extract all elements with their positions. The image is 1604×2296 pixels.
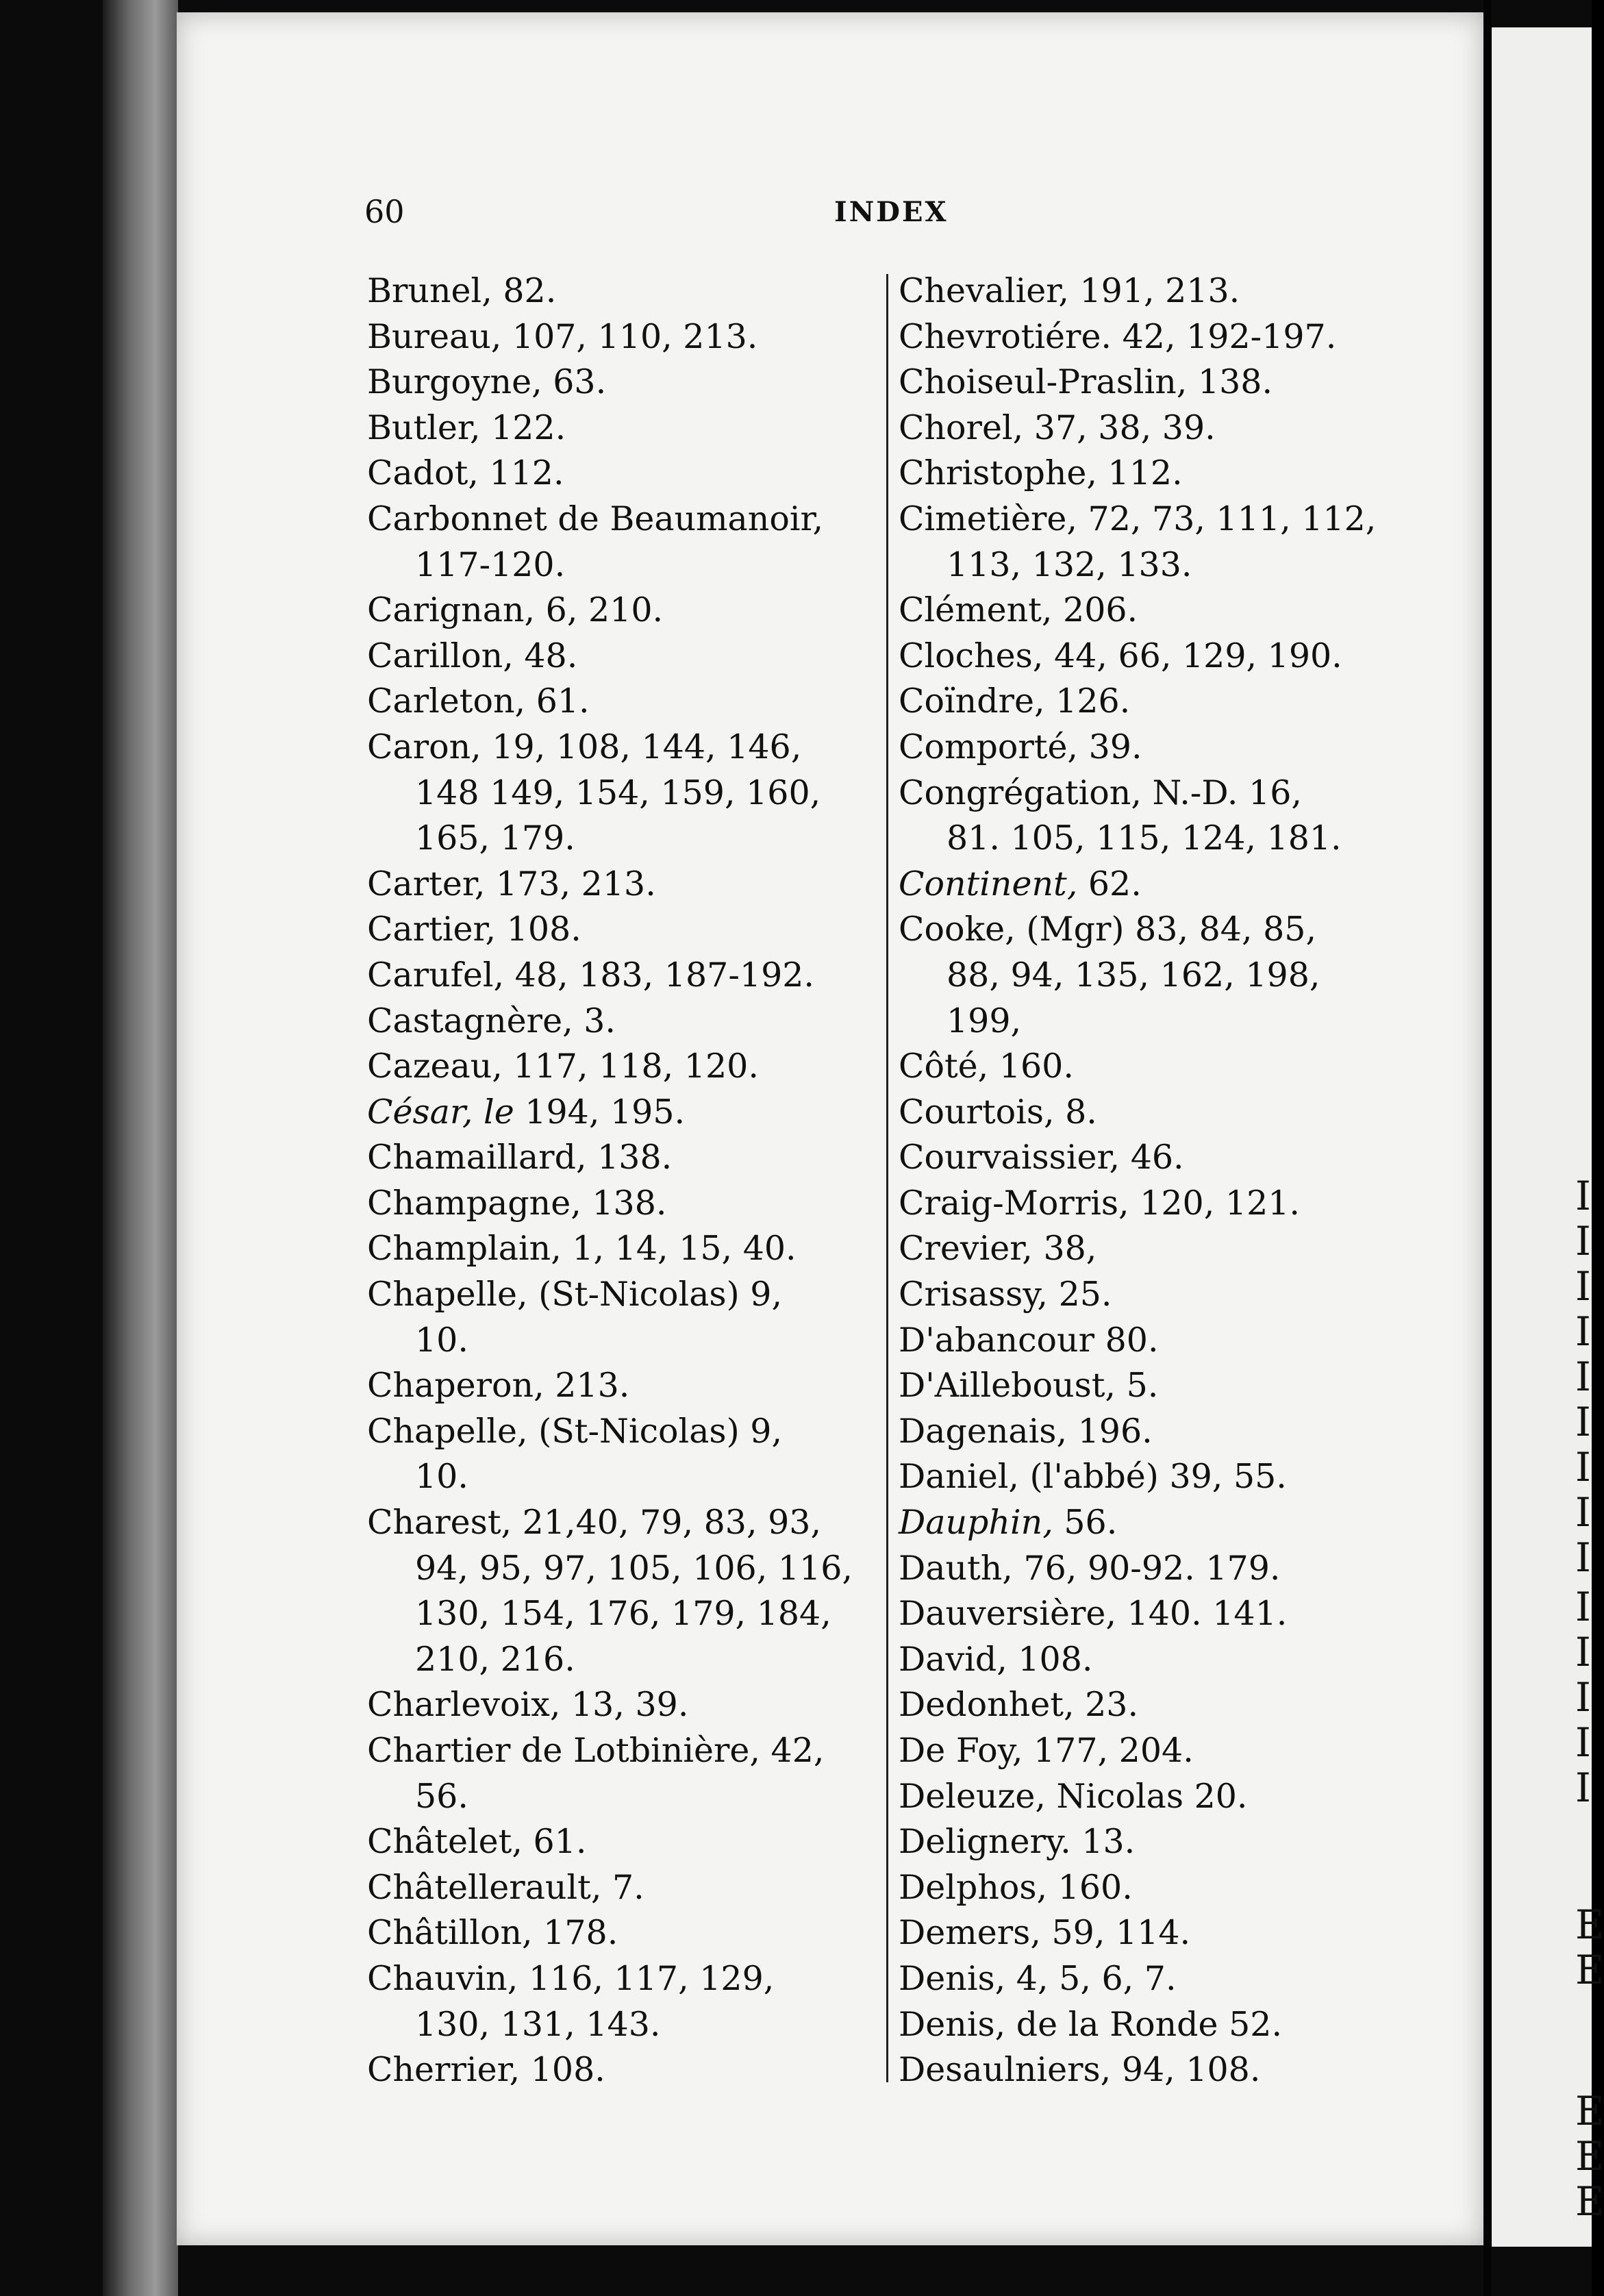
adjacent-page-letter: I <box>1575 1629 1591 1675</box>
index-entry: Brunel, 82. <box>367 271 557 310</box>
adjacent-page-letter: I <box>1575 1584 1591 1630</box>
adjacent-page-letter: I <box>1575 1353 1591 1400</box>
adjacent-page-letter: I <box>1575 1399 1591 1445</box>
index-entry: Dauversière, 140. 141. <box>899 1594 1288 1634</box>
index-entry: Charlevoix, 13, 39. <box>367 1685 689 1725</box>
index-entry: Carleton, 61. <box>367 682 590 721</box>
index-entry-pages: 56. <box>1053 1503 1118 1543</box>
index-entry-pages: 62. <box>1077 864 1142 903</box>
index-entry: Carufel, 48, 183, 187-192. <box>367 955 815 995</box>
index-column-left <box>367 269 881 2093</box>
index-entry: Chevrotiére. 42, 192-197. <box>899 316 1337 356</box>
index-entry: Chauvin, 116, 117, 129, <box>367 1958 775 1998</box>
index-entry: Carbonnet de Beaumanoir, <box>367 499 824 538</box>
adjacent-page-letter: I <box>1575 1534 1591 1581</box>
index-entry: Dagenais, 196. <box>899 1411 1153 1451</box>
index-entry: Caron, 19, 108, 144, 146, <box>367 727 802 766</box>
index-entry: Comporté, 39. <box>899 727 1142 766</box>
column-divider <box>886 274 888 2082</box>
index-entry: Chartier de Lotbinière, 42, <box>367 1731 825 1770</box>
index-entry: Dauth, 76, 90-92. 179. <box>899 1548 1281 1588</box>
index-entry: Denis, de la Ronde 52. <box>899 2004 1283 2044</box>
index-entry: Cimetière, 72, 73, 111, 112, <box>899 499 1377 538</box>
index-entry: D'Ailleboust, 5. <box>899 1366 1159 1406</box>
adjacent-page-letter: I <box>1575 1173 1591 1219</box>
index-entry: Cartier, 108. <box>367 910 581 949</box>
index-entry-pages: 194, 195. <box>514 1092 686 1132</box>
index-entry: Carillon, 48. <box>367 636 578 675</box>
adjacent-page-fragment <box>1492 27 1604 2247</box>
index-entry: Christophe, 112. <box>899 453 1183 493</box>
index-entry: Dedonhet, 23. <box>899 1685 1139 1725</box>
index-entry: Butler, 122. <box>367 408 566 447</box>
index-entry: Chorel, 37, 38, 39. <box>899 408 1216 447</box>
index-entry: Bureau, 107, 110, 213. <box>367 316 758 356</box>
index-entry: Charest, 21,40, 79, 83, 93, <box>367 1503 822 1543</box>
index-entry: Châtelet, 61. <box>367 1822 587 1862</box>
index-entry: Carter, 173, 213. <box>367 864 656 903</box>
index-entry-continuation: 10. <box>415 1320 468 1360</box>
index-entry-continuation: 88, 94, 135, 162, 198, <box>947 955 1320 995</box>
index-entry: Congrégation, N.-D. 16, <box>899 773 1302 812</box>
index-entry: David, 108. <box>899 1639 1093 1679</box>
index-entry <box>899 862 1419 908</box>
index-entry: Coïndre, 126. <box>899 682 1131 721</box>
page-title: INDEX <box>834 196 949 228</box>
index-entry: Chamaillard, 138. <box>367 1138 673 1177</box>
index-entry: Castagnère, 3. <box>367 1001 616 1040</box>
index-column-right <box>899 269 1419 2093</box>
index-entry: Chaperon, 213. <box>367 1366 630 1406</box>
adjacent-page-letter: E <box>1575 1947 1604 1993</box>
index-entry: Chapelle, (St-Nicolas) 9, <box>367 1275 783 1314</box>
index-entry: Crisassy, 25. <box>899 1275 1112 1314</box>
adjacent-page-letter: I <box>1575 1764 1591 1811</box>
adjacent-page-letter: E <box>1575 2088 1604 2134</box>
index-entry: Chapelle, (St-Nicolas) 9, <box>367 1411 783 1451</box>
index-entry: Daniel, (l'abbé) 39, 55. <box>899 1457 1287 1497</box>
index-entry: Denis, 4, 5, 6, 7. <box>899 1958 1177 1998</box>
index-entry-continuation: 10. <box>415 1457 468 1497</box>
index-entry: Cloches, 44, 66, 129, 190. <box>899 636 1342 675</box>
index-entry: Delignery. 13. <box>899 1822 1136 1862</box>
index-entry-continuation: 81. 105, 115, 124, 181. <box>947 819 1342 858</box>
index-entry-continuation: 113, 132, 133. <box>947 545 1192 584</box>
index-entry: Courtois, 8. <box>899 1092 1097 1132</box>
index-entry: Deleuze, Nicolas 20. <box>899 1776 1248 1816</box>
index-entry: Carignan, 6, 210. <box>367 590 664 630</box>
page-header <box>364 193 953 241</box>
index-entry-continuation: 130, 131, 143. <box>415 2004 661 2044</box>
index-entry: Châtellerault, 7. <box>367 1867 644 1907</box>
index-entry: Cherrier, 108. <box>367 2050 605 2090</box>
index-entry: Châtillon, 178. <box>367 1913 618 1953</box>
adjacent-page-letter: E <box>1575 1901 1604 1948</box>
index-entry: D'abancour 80. <box>899 1320 1159 1360</box>
index-entry: Cooke, (Mgr) 83, 84, 85, <box>899 910 1317 949</box>
adjacent-page-letter: E <box>1575 2133 1604 2180</box>
index-entry-continuation: 165, 179. <box>415 819 575 858</box>
index-entry: Champlain, 1, 14, 15, 40. <box>367 1229 797 1269</box>
index-entry-continuation: 210, 216. <box>415 1639 575 1679</box>
adjacent-page-letter: I <box>1575 1263 1591 1310</box>
page-number: 60 <box>364 193 405 230</box>
index-entry-italic: Continent, <box>899 864 1078 903</box>
index-entry-continuation: 148 149, 154, 159, 160, <box>415 773 821 812</box>
index-entry: Courvaissier, 46. <box>899 1138 1184 1177</box>
adjacent-page-letter: I <box>1575 1489 1591 1536</box>
index-entry <box>367 1090 881 1136</box>
index-entry: Chevalier, 191, 213. <box>899 271 1240 310</box>
index-entry-continuation: 199, <box>947 1001 1022 1040</box>
index-entry-continuation: 94, 95, 97, 105, 106, 116, <box>415 1548 853 1588</box>
page-gutter <box>1483 0 1492 2296</box>
adjacent-page-letter: I <box>1575 1719 1591 1766</box>
index-entry: Choiseul-Praslin, 138. <box>899 362 1273 402</box>
index-entry-continuation: 117-120. <box>415 545 566 584</box>
index-entry: Clément, 206. <box>899 590 1138 630</box>
index-entry: Côté, 160. <box>899 1047 1074 1086</box>
index-entry: Desaulniers, 94, 108. <box>899 2050 1261 2090</box>
adjacent-page-letter: I <box>1575 1674 1591 1721</box>
adjacent-page-letter: E <box>1575 2178 1604 2225</box>
index-entry: De Foy, 177, 204. <box>899 1731 1194 1770</box>
index-entry: Cadot, 112. <box>367 453 564 493</box>
index-entry: Burgoyne, 63. <box>367 362 607 402</box>
index-entry: Champagne, 138. <box>367 1183 667 1223</box>
index-entry <box>899 1500 1419 1546</box>
index-entry: Crevier, 38, <box>899 1229 1097 1269</box>
index-entry-italic: Dauphin, <box>899 1503 1053 1543</box>
index-entry-continuation: 56. <box>415 1776 468 1816</box>
adjacent-page-letter: I <box>1575 1308 1591 1355</box>
index-entry: Demers, 59, 114. <box>899 1913 1191 1953</box>
adjacent-page-letter: I <box>1575 1444 1591 1490</box>
adjacent-page-letter: I <box>1575 1218 1591 1264</box>
index-entry-italic: César, le <box>367 1092 514 1132</box>
index-entry: Cazeau, 117, 118, 120. <box>367 1047 759 1086</box>
book-spine <box>103 0 178 2296</box>
index-entry-continuation: 130, 154, 176, 179, 184, <box>415 1594 831 1634</box>
index-entry: Delphos, 160. <box>899 1867 1133 1907</box>
index-entry: Craig-Morris, 120, 121. <box>899 1183 1300 1223</box>
